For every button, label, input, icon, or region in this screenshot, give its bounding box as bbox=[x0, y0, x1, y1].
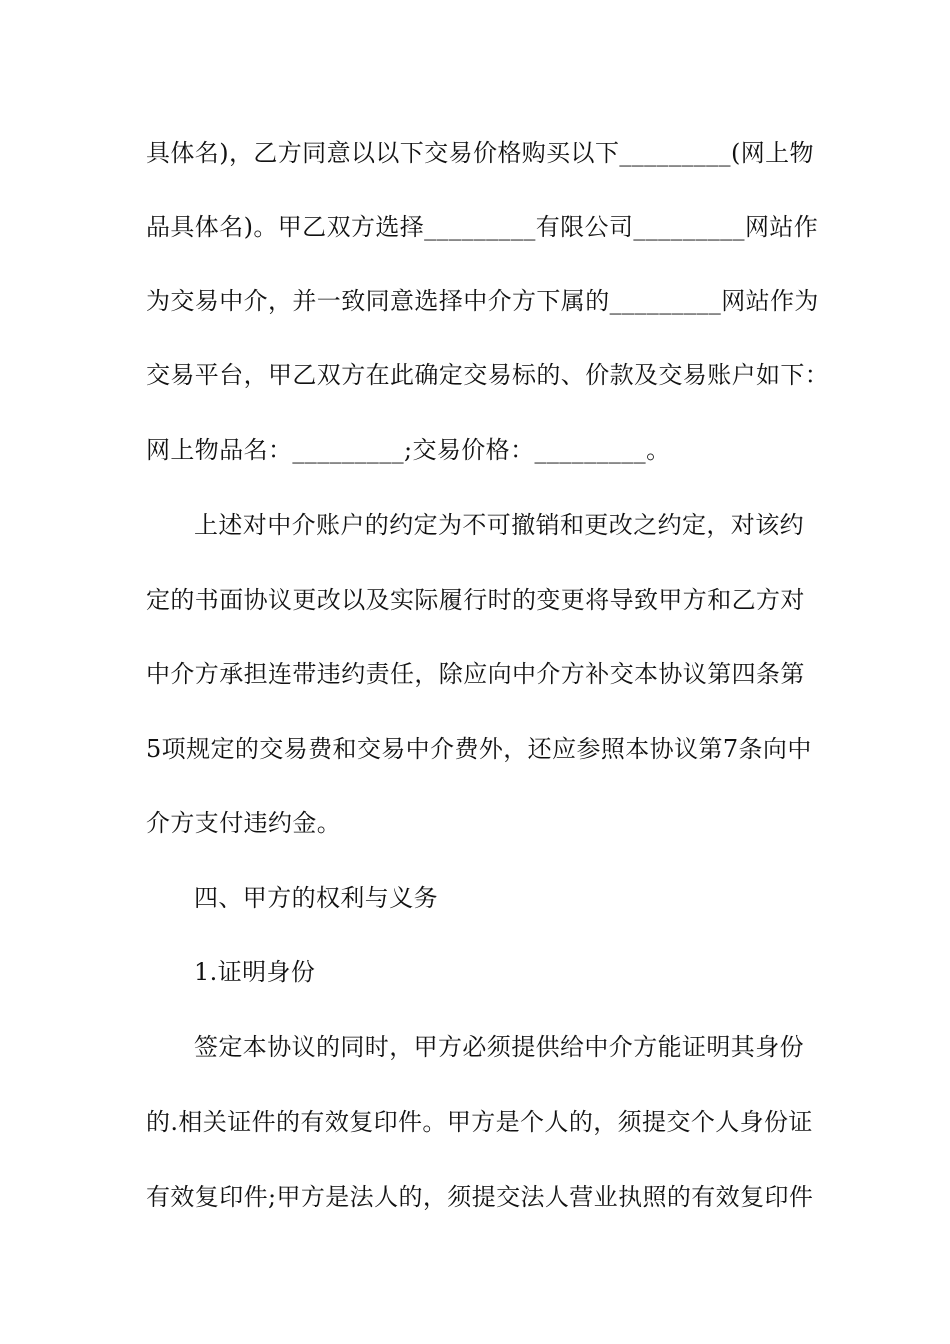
paragraph-line: 5项规定的交易费和交易中介费外，还应参照本协议第7条向中 bbox=[146, 735, 812, 763]
paragraph-line: 签定本协议的同时，甲方必须提供给中介方能证明其身份 bbox=[194, 1033, 804, 1061]
paragraph-line: 定的书面协议更改以及实际履行时的变更将导致甲方和乙方对 bbox=[146, 586, 805, 614]
paragraph-line: 介方支付违约金。 bbox=[146, 809, 342, 837]
paragraph-line: 上述对中介账户的约定为不可撤销和更改之约定，对该约 bbox=[194, 511, 804, 539]
paragraph-line: 中介方承担连带违约责任，除应向中介方补交本协议第四条第 bbox=[146, 660, 805, 688]
section-heading: 四、甲方的权利与义务 bbox=[194, 884, 438, 912]
paragraph-line: 具体名)，乙方同意以以下交易价格购买以下_________(网上物 bbox=[146, 139, 814, 167]
paragraph-line: 的.相关证件的有效复印件。甲方是个人的，须提交个人身份证 bbox=[146, 1108, 813, 1136]
paragraph-line: 为交易中介，并一致同意选择中介方下属的_________网站作为 bbox=[146, 287, 819, 315]
subsection-heading: 1.证明身份 bbox=[194, 958, 316, 986]
paragraph-line: 品具体名)。甲乙双方选择_________有限公司_________网站作 bbox=[146, 213, 819, 241]
paragraph-line: 网上物品名：_________;交易价格：_________。 bbox=[146, 436, 671, 464]
paragraph-line: 交易平台，甲乙双方在此确定交易标的、价款及交易账户如下： bbox=[146, 361, 830, 389]
paragraph-line: 有效复印件;甲方是法人的，须提交法人营业执照的有效复印件 bbox=[146, 1183, 814, 1211]
